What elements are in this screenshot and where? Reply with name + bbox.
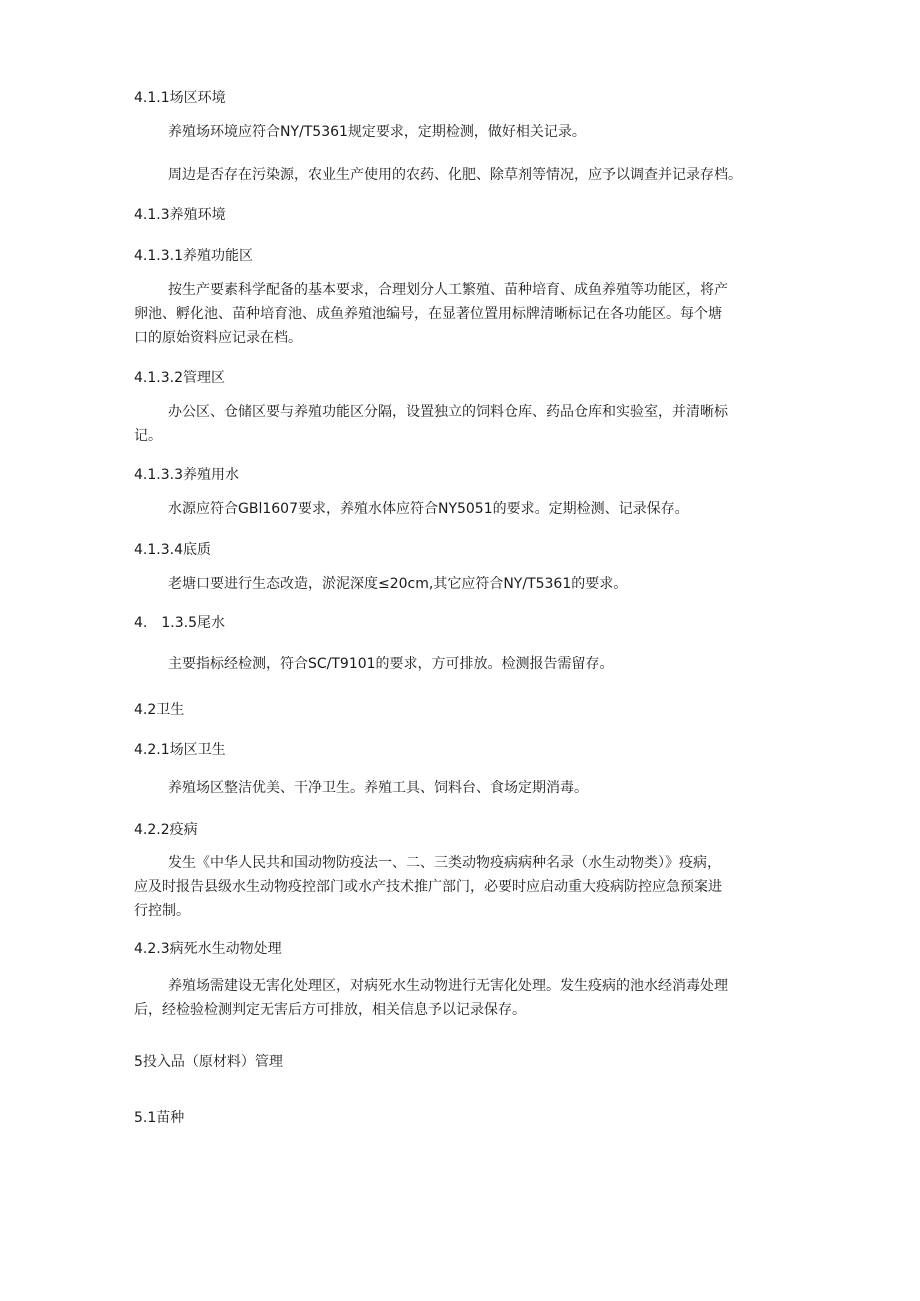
heading-5-1: 5.1苗种 bbox=[134, 1110, 185, 1126]
paragraph-4-1-3-1-line2: 卵池、孵化池、苗种培育池、成鱼养殖池编号，在显著位置用标牌清晰标记在各功能区。每个塘 bbox=[134, 306, 722, 322]
heading-4-1-3-4: 4.1.3.4底质 bbox=[134, 542, 211, 558]
paragraph-4-1-3-1-line3: 口的原始资料应记录在档。 bbox=[134, 330, 302, 346]
paragraph-4-1-1-b: 周边是否存在污染源，农业生产使用的农药、化肥、除草剂等情况，应予以调查并记录存档。 bbox=[168, 167, 742, 183]
paragraph-4-2-2-line2: 应及时报告县级水生动物疫控部门或水产技术推广部门，必要时应启动重大疫病防控应急预案进 bbox=[134, 879, 722, 895]
paragraph-4-1-1-a: 养殖场环境应符合NY/T5361规定要求，定期检测，做好相关记录。 bbox=[168, 124, 586, 140]
heading-4-2-1: 4.2.1场区卫生 bbox=[134, 742, 226, 758]
paragraph-4-1-3-2-line1: 办公区、仓储区要与养殖功能区分隔，设置独立的饲料仓库、药品仓库和实验室，并清晰标 bbox=[168, 404, 728, 420]
heading-4-2: 4.2卫生 bbox=[134, 702, 185, 718]
paragraph-4-1-3-2-line2: 记。 bbox=[134, 428, 162, 444]
heading-4-1-3-5: 4. 1.3.5尾水 bbox=[134, 615, 225, 631]
paragraph-4-2-2-line1: 发生《中华人民共和国动物防疫法一、二、三类动物疫病病种名录（水生动物类）》疫病， bbox=[168, 855, 721, 871]
paragraph-4-1-3-1-line1: 按生产要素科学配备的基本要求，合理划分人工繁殖、苗种培育、成鱼养殖等功能区，将产 bbox=[168, 282, 728, 298]
heading-4-1-3-1: 4.1.3.1养殖功能区 bbox=[134, 248, 253, 264]
paragraph-4-2-3-line1: 养殖场需建设无害化处理区，对病死水生动物进行无害化处理。发生疫病的池水经消毒处理 bbox=[168, 978, 728, 994]
heading-4-1-1: 4.1.1场区环境 bbox=[134, 90, 226, 106]
heading-5: 5投入品（原材料）管理 bbox=[134, 1054, 283, 1070]
paragraph-4-2-2-line3: 行控制。 bbox=[134, 903, 190, 919]
paragraph-4-1-3-4: 老塘口要进行生态改造，淤泥深度≤20cm,其它应符合NY/T5361的要求。 bbox=[168, 576, 628, 592]
heading-4-2-3: 4.2.3病死水生动物处理 bbox=[134, 941, 282, 957]
heading-4-1-3-2: 4.1.3.2管理区 bbox=[134, 370, 225, 386]
paragraph-4-2-1: 养殖场区整洁优美、干净卫生。养殖工具、饲料台、食场定期消毒。 bbox=[168, 780, 588, 796]
paragraph-4-2-3-line2: 后，经检验检测判定无害后方可排放，相关信息予以记录保存。 bbox=[134, 1002, 526, 1018]
paragraph-4-1-3-5: 主要指标经检测，符合SC/T9101的要求，方可排放。检测报告需留存。 bbox=[168, 656, 614, 672]
heading-4-2-2: 4.2.2疫病 bbox=[134, 822, 198, 838]
heading-4-1-3-3: 4.1.3.3养殖用水 bbox=[134, 467, 239, 483]
heading-4-1-3: 4.1.3养殖环境 bbox=[134, 207, 226, 223]
paragraph-4-1-3-3: 水源应符合GBl1607要求，养殖水体应符合NY5051的要求。定期检测、记录保存。 bbox=[168, 501, 689, 517]
